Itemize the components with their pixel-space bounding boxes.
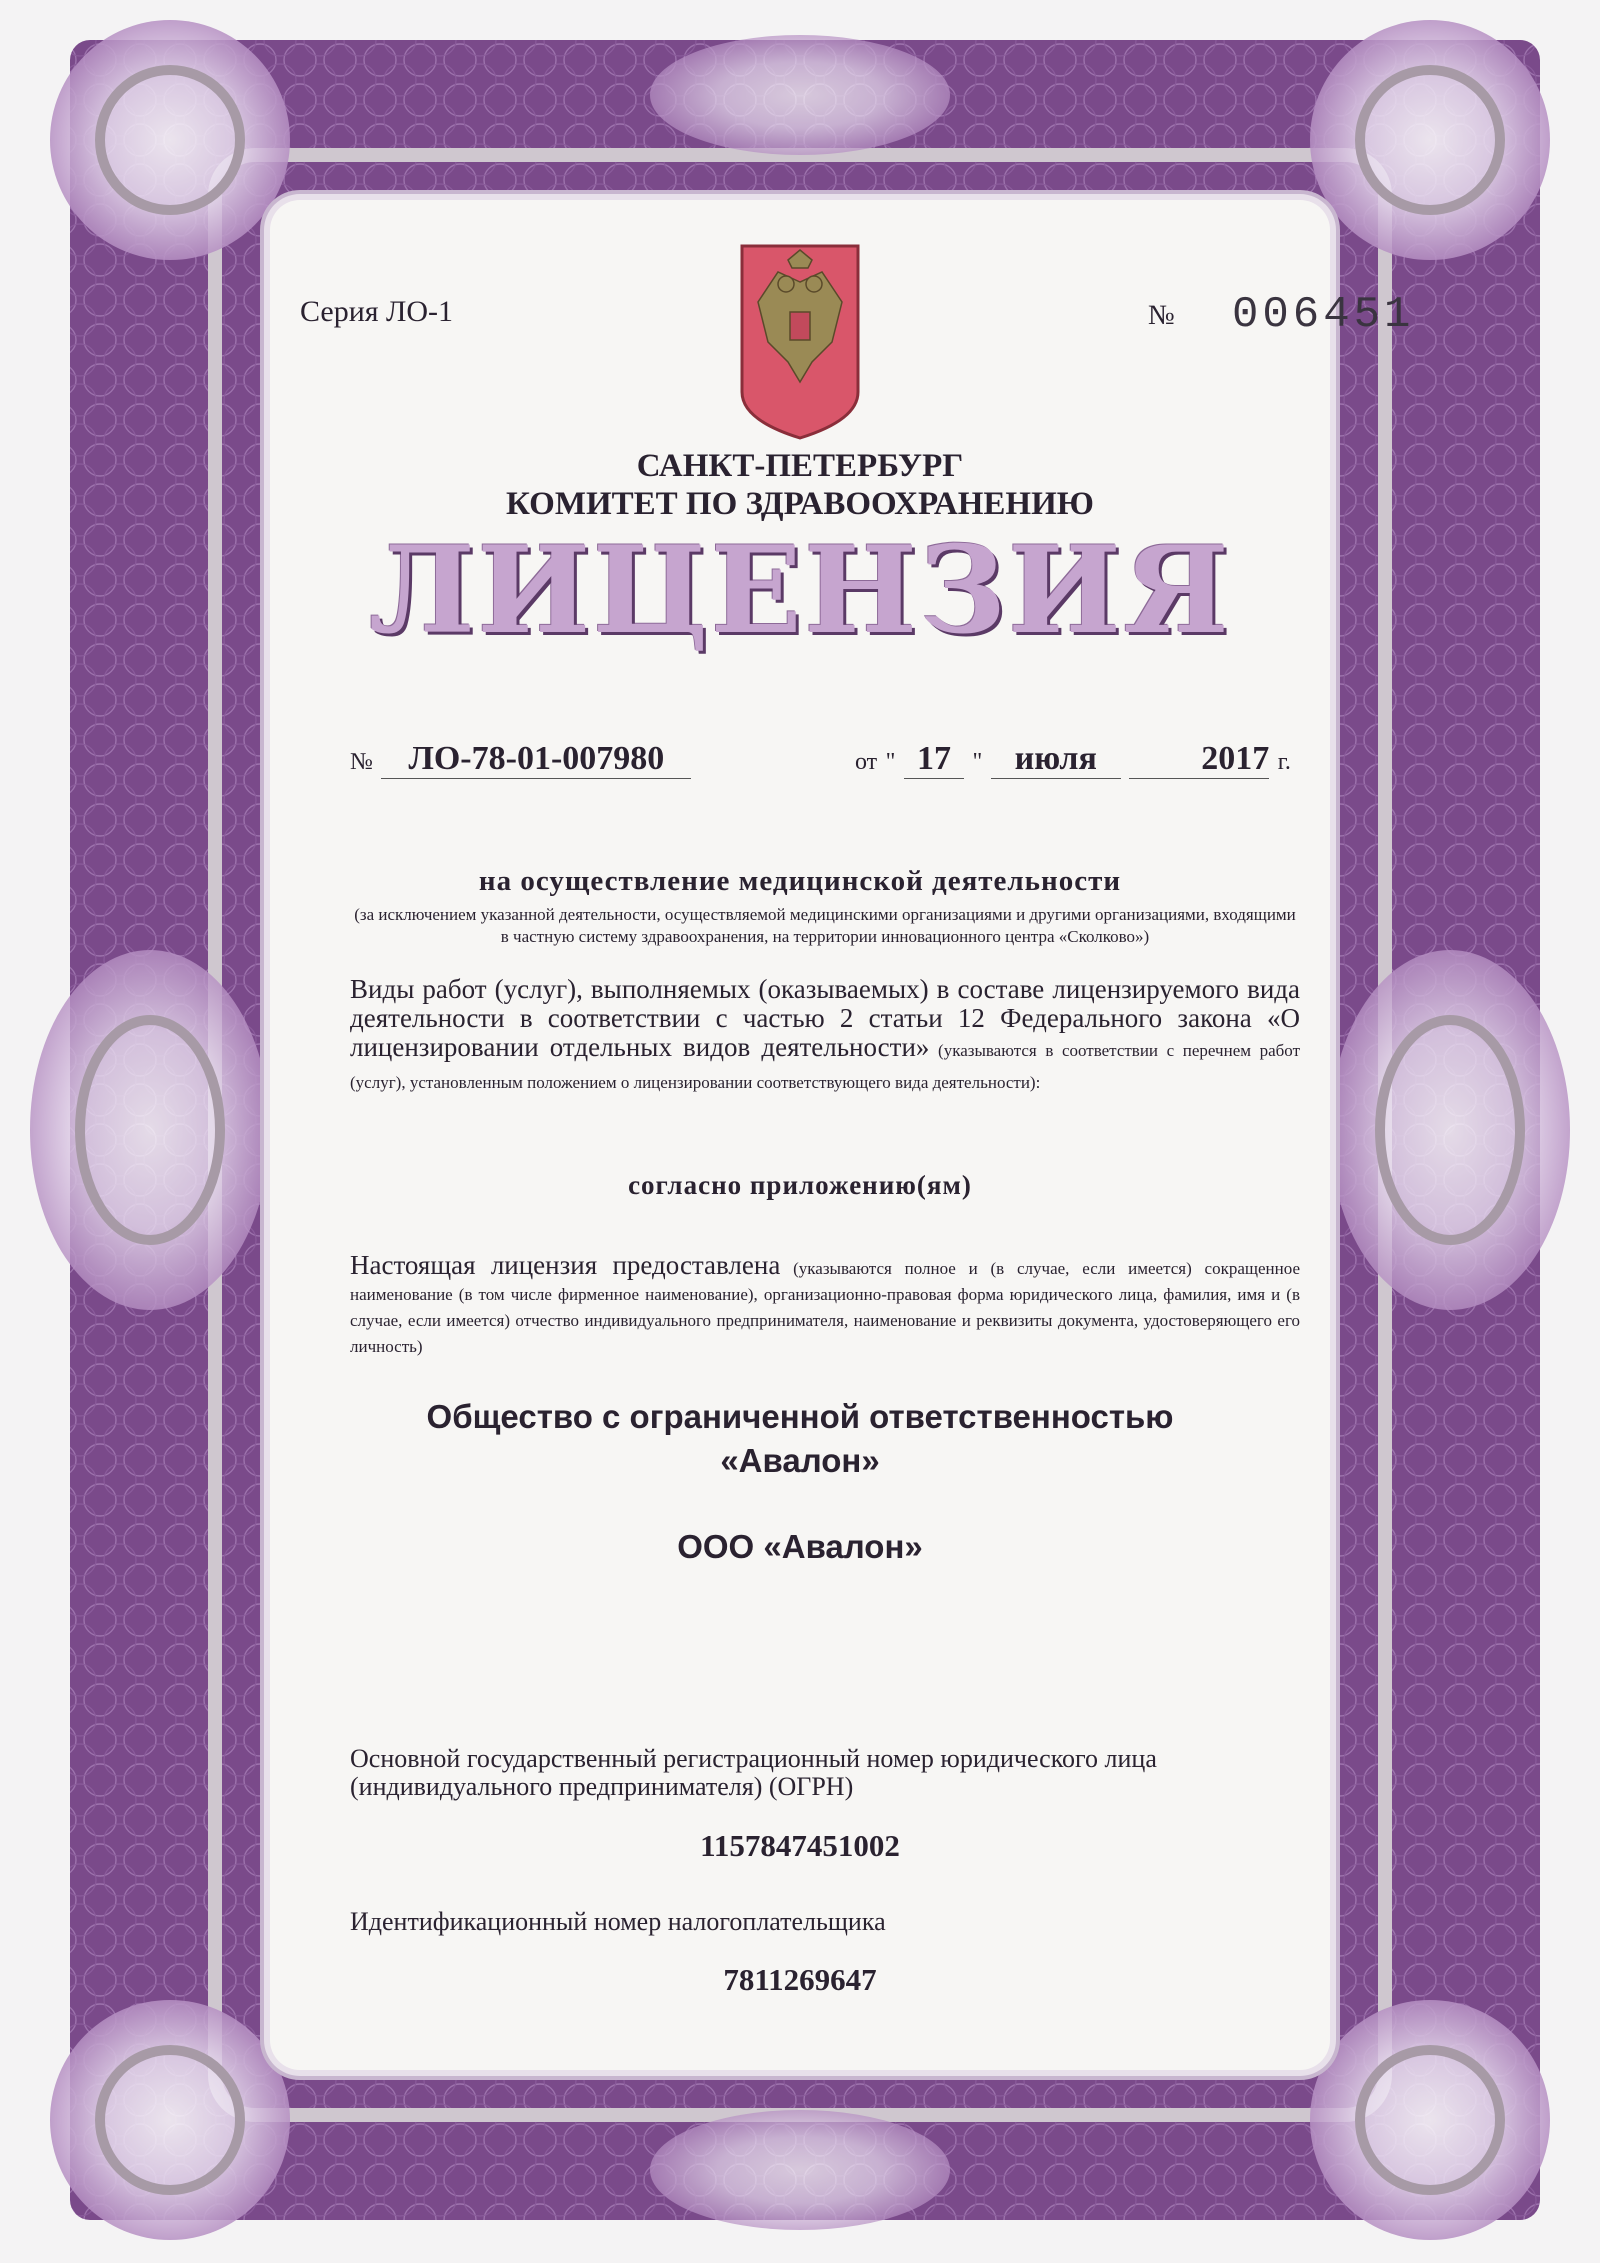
organization-short-name: ООО «Авалон» xyxy=(677,1528,923,1565)
coat-of-arms-icon xyxy=(738,242,862,442)
license-day: 17 xyxy=(904,740,964,779)
organization-name-line2: «Авалон» xyxy=(720,1442,880,1479)
issuer-committee: КОМИТЕТ ПО ЗДРАВООХРАНЕНИЮ xyxy=(506,486,1094,522)
annex-reference: согласно приложению(ям) xyxy=(628,1170,972,1200)
bottom-rosette-icon xyxy=(650,2110,950,2230)
year-suffix: г. xyxy=(1277,749,1291,775)
top-rosette-icon xyxy=(650,35,950,155)
serial-number: 006451 xyxy=(1232,290,1415,340)
series-label: Серия ЛО-1 xyxy=(300,295,454,328)
activity-note: (за исключением указанной деятельности, осуществляемой медицинскими организациями и другими организациями, входящими в частную систему здравоохранения, на территории инновационного центра «Сколково») xyxy=(354,905,1296,946)
works-paragraph xyxy=(350,975,1300,1097)
ogrn-label: Основной государственный регистрационный номер юридического лица (индивидуального предпринимателя) (ОГРН) xyxy=(350,1744,1157,1801)
corner-ornament-icon xyxy=(50,20,290,260)
works-text: Виды работ (услуг), выполняемых (оказываемых) в составе лицензируемого вида деятельности в соответствии с частью 2 статьи 12 Федерального закона «О лицензировании отдельных видов деятельности» xyxy=(350,974,1300,1062)
granted-note: (указываются полное и (в случае, если имеется) сокращенное наименование (в том числе фирменное наименование), организационно-правовая форма юридического лица, фамилия, имя и (в случае, если имеется) отчество индивидуального предпринимателя, наименование и реквизиты документа, удостоверяющего его личность) xyxy=(350,1259,1300,1356)
ogrn-value: 1157847451002 xyxy=(700,1828,900,1863)
license-number-row xyxy=(350,740,691,779)
license-date-row xyxy=(855,740,1291,779)
works-note: (указываются в соответствии с перечнем работ (услуг), установленным положением о лицензировании соответствующего вида деятельности): xyxy=(350,1041,1301,1092)
serial-number-sign: № xyxy=(1148,300,1175,331)
inn-label: Идентификационный номер налогоплательщика xyxy=(350,1907,886,1936)
license-number: ЛО-78-01-007980 xyxy=(381,740,691,779)
granted-paragraph xyxy=(350,1252,1300,1360)
issuer-city: САНКТ-ПЕТЕРБУРГ xyxy=(636,448,964,484)
inn-value: 7811269647 xyxy=(723,1962,877,1997)
granted-text: Настоящая лицензия предоставлена xyxy=(350,1250,781,1280)
activity-title: на осуществление медицинской деятельности xyxy=(478,865,1122,897)
license-year: 2017 xyxy=(1129,740,1269,779)
date-quote-open: " xyxy=(885,749,896,775)
corner-ornament-icon xyxy=(1310,20,1550,260)
license-number-sign: № xyxy=(350,749,373,775)
license-month: июля xyxy=(991,740,1121,779)
date-quote-close: " xyxy=(972,749,983,775)
corner-ornament-icon xyxy=(1310,2000,1550,2240)
document-title: ЛИЦЕНЗИЯ xyxy=(368,520,1232,661)
side-medallion-icon xyxy=(30,950,270,1310)
organization-name-line1: Общество с ограниченной ответственностью xyxy=(426,1398,1174,1435)
date-from-label: от xyxy=(855,749,878,775)
side-medallion-icon xyxy=(1330,950,1570,1310)
organization-full-name xyxy=(0,1395,1600,1483)
corner-ornament-icon xyxy=(50,2000,290,2240)
